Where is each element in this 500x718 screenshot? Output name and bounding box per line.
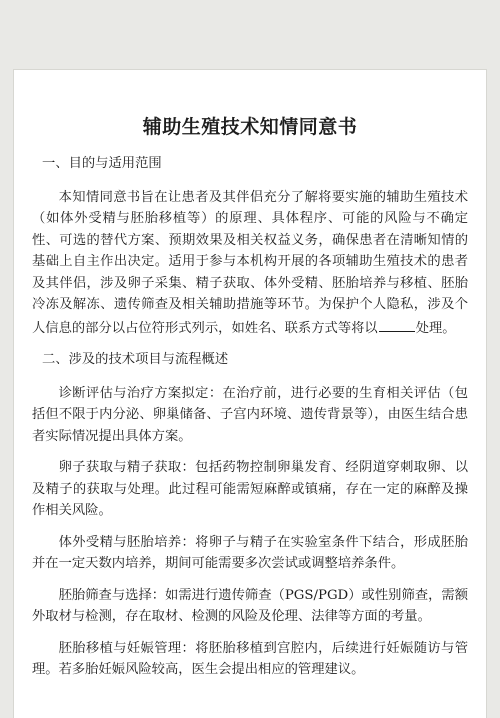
- section-heading-purpose: 一、目的与适用范围: [42, 156, 162, 171]
- document-page: [14, 70, 486, 718]
- placeholder-blank: [379, 316, 415, 332]
- section-heading-procedures: 二、涉及的技术项目与流程概述: [42, 352, 229, 367]
- document-content: [32, 114, 468, 691]
- paragraph-purpose: [32, 187, 468, 340]
- paragraph-text: 本知情同意书旨在让患者及其伴侣充分了解将要实施的辅助生殖技术（如体外受精与胚胎移植等）的原理、具体程序、可能的风险与不确定性、可选的替代方案、预期效果及相关权益义务，确保患者在清晰知情的基础上自主作出决定。适用于参与本机构开展的各项辅助生殖技术的患者及其伴侣，涉及卵子采集、精子获取、体外受精、胚胎培养与移植、胚胎冷冻及解冻、遗传筛查及相关辅助措施等环节。为保护个人隐私，涉及个人信息的部分以占位符形式列示，如姓名、联系方式等将以: [32, 189, 468, 336]
- document-title: 辅助生殖技术知情同意书: [142, 116, 358, 138]
- paragraph-transfer: 胚胎移植与妊娠管理：将胚胎移植到宫腔内，后续进行妊娠随访与管理。若多胎妊娠风险较高，医生会提出相应的管理建议。: [32, 640, 468, 677]
- paragraph-retrieval: 卵子获取与精子获取：包括药物控制卵巢发育、经阴道穿刺取卵、以及精子的获取与处理。此过程可能需短麻醉或镇痛，存在一定的麻醉及操作相关风险。: [32, 460, 468, 518]
- paragraph-ivf-culture: 体外受精与胚胎培养：将卵子与精子在实验室条件下结合，形成胚胎并在一定天数内培养，期间可能需要多次尝试或调整培养条件。: [32, 534, 468, 571]
- paragraph-diagnosis: 诊断评估与治疗方案拟定：在治疗前，进行必要的生育相关评估（包括但不限于内分泌、卵巢储备、子宫内环境、遗传背景等），由医生结合患者实际情况提出具体方案。: [32, 385, 468, 444]
- paragraph-screening: 胚胎筛查与选择：如需进行遗传筛查（PGS/PGD）或性别筛查，需额外取材与检测，存在取材、检测的风险及伦理、法律等方面的考量。: [32, 587, 468, 624]
- paragraph-text-end: 处理。: [415, 320, 456, 336]
